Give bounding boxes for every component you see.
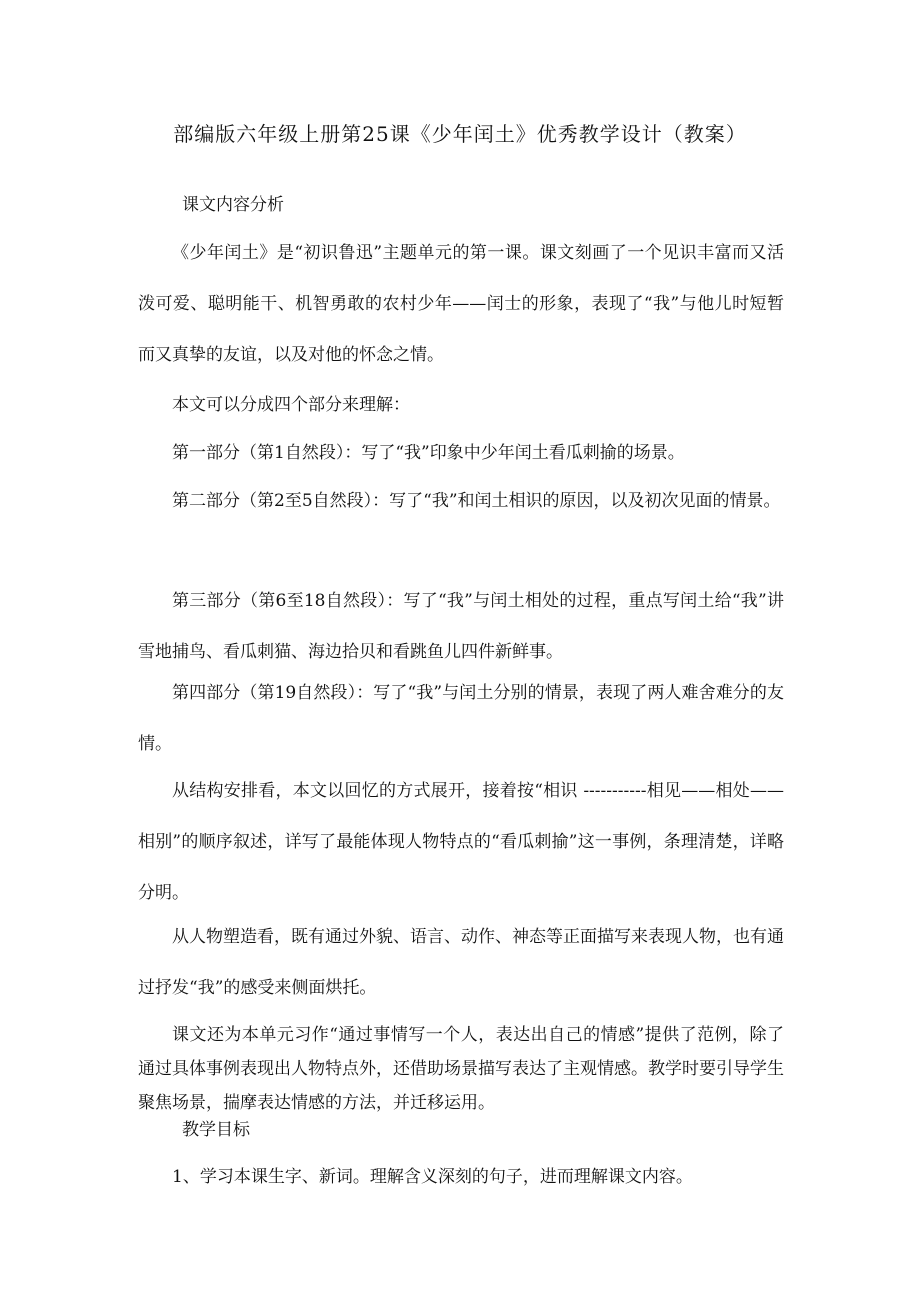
paragraph-intro: 《少年闰土》是“初识鲁迅”主题单元的第一课。课文刻画了一个见识丰富而又活泼可爱、聪明能干、机智勇敢的农村少年——闰士的形象，表现了“我”与他儿时短暂而又真挚的友谊，以及对他的怀念之情。 bbox=[138, 243, 784, 365]
paragraph-character: 从人物塑造看，既有通过外貌、语言、动作、神态等正面描写来表现人物，也有通过抒发“我”的感受来侧面烘托。 bbox=[138, 927, 784, 998]
section-heading-analysis: 课文内容分析 bbox=[182, 195, 284, 215]
document-title: 部编版六年级上册第25课《少年闰土》优秀教学设计（教案） bbox=[173, 122, 747, 146]
paragraph-part-4: 第四部分（第19自然段）：写了“我”与闰土分别的情景，表现了两人难舍难分的友情。 bbox=[138, 683, 784, 754]
paragraph-part-1: 第一部分（第1自然段）：写了“我”印象中少年闰土看瓜刺揄的场景。 bbox=[172, 443, 685, 463]
paragraph-part-2: 第二部分（第2至5自然段）：写了“我”和闰土相识的原因，以及初次见面的情景。 bbox=[172, 491, 781, 511]
paragraph-model: 课文还为本单元习作“通过事情写一个人，表达出自己的情感”提供了范例，除了通过具体事例表现出人物特点外，还借助场景描写表达了主观情感。教学时要引导学生聚焦场景，揣摩表达情感的方法，并迁移运用。 bbox=[138, 1025, 784, 1113]
paragraph-structure: 从结构安排看，本文以回忆的方式展开，接着按“相识 -----------相见——相处——相别”的顺序叙述，详写了最能体现人物特点的“看瓜刺揄”这一事例，条理清楚，详略分明。 bbox=[138, 781, 784, 903]
paragraph-goal-1: 1、学习本课生字、新词。理解含义深刻的句子，进而理解课文内容。 bbox=[172, 1167, 693, 1187]
paragraph-parts-intro: 本文可以分成四个部分来理解： bbox=[172, 395, 410, 415]
section-heading-goals: 教学目标 bbox=[182, 1120, 250, 1140]
paragraph-part-3: 第三部分（第6至18自然段）：写了“我”与闰土相处的过程，重点写闰土给“我”讲雪地捕鸟、看瓜刺猫、海边拾贝和看跳鱼儿四件新鲜事。 bbox=[138, 591, 784, 662]
